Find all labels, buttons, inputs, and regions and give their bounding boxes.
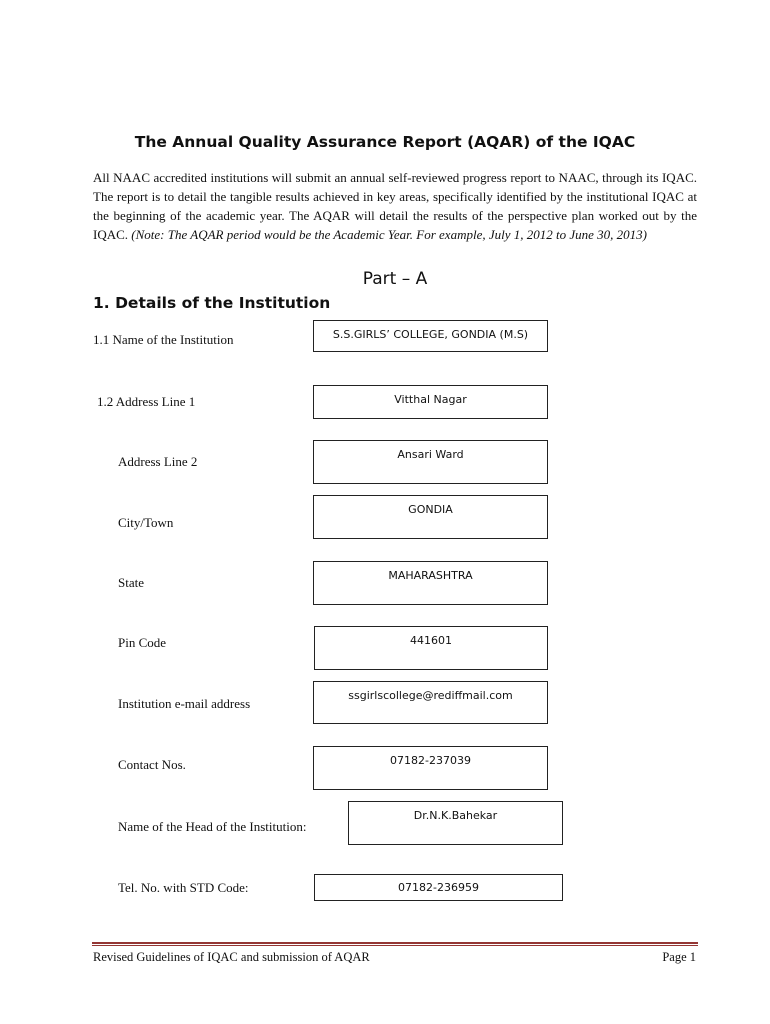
contact-numbers-label: Contact Nos. xyxy=(118,757,186,772)
address-line-2-field[interactable]: Ansari Ward xyxy=(313,440,548,484)
footer-rule xyxy=(92,942,698,944)
email-field[interactable]: ssgirlscollege@rediffmail.com xyxy=(313,681,548,724)
head-of-institution-field[interactable]: Dr.N.K.Bahekar xyxy=(348,801,563,845)
contact-numbers-field[interactable]: 07182-237039 xyxy=(313,746,548,790)
tel-std-label: Tel. No. with STD Code: xyxy=(118,880,249,895)
address-line-2-label: Address Line 2 xyxy=(118,454,198,469)
head-of-institution-label: Name of the Head of the Institution: xyxy=(118,819,307,834)
address-line-1-field[interactable]: Vitthal Nagar xyxy=(313,385,548,419)
tel-std-field[interactable]: 07182-236959 xyxy=(314,874,563,901)
intro-text: All NAAC accredited institutions will submit an annual self-reviewed progress report to NAAC, through its IQAC. The report is to detail the tangible results achieved in key areas, specifically identified by the institutional IQAC at the beginning of the academic year. The AQAR will detail the results of the perspective plan worked out by the IQAC. xyxy=(93,170,697,242)
institution-name-field[interactable]: S.S.GIRLS’ COLLEGE, GONDIA (M.S) xyxy=(313,320,548,352)
part-heading: Part – A xyxy=(362,269,428,289)
city-label: City/Town xyxy=(118,515,174,530)
institution-name-label: 1.1 Name of the Institution xyxy=(93,332,234,347)
intro-paragraph xyxy=(93,168,697,244)
footer-guidelines-text: Revised Guidelines of IQAC and submission of AQAR xyxy=(93,950,370,964)
document-title: The Annual Quality Assurance Report (AQAR) of the IQAC xyxy=(134,133,636,151)
footer-rule-thin xyxy=(92,945,698,946)
state-field[interactable]: MAHARASHTRA xyxy=(313,561,548,605)
intro-note: (Note: The AQAR period would be the Academic Year. For example, July 1, 2012 to June 30, 2013) xyxy=(131,227,647,242)
page-number: Page 1 xyxy=(662,950,696,964)
email-label: Institution e-mail address xyxy=(118,696,251,711)
state-label: State xyxy=(118,575,144,590)
pin-code-field[interactable]: 441601 xyxy=(314,626,548,670)
pin-code-label: Pin Code xyxy=(118,635,167,650)
address-line-1-label: 1.2 Address Line 1 xyxy=(97,394,196,409)
section-heading: 1. Details of the Institution xyxy=(93,294,331,312)
city-field[interactable]: GONDIA xyxy=(313,495,548,539)
